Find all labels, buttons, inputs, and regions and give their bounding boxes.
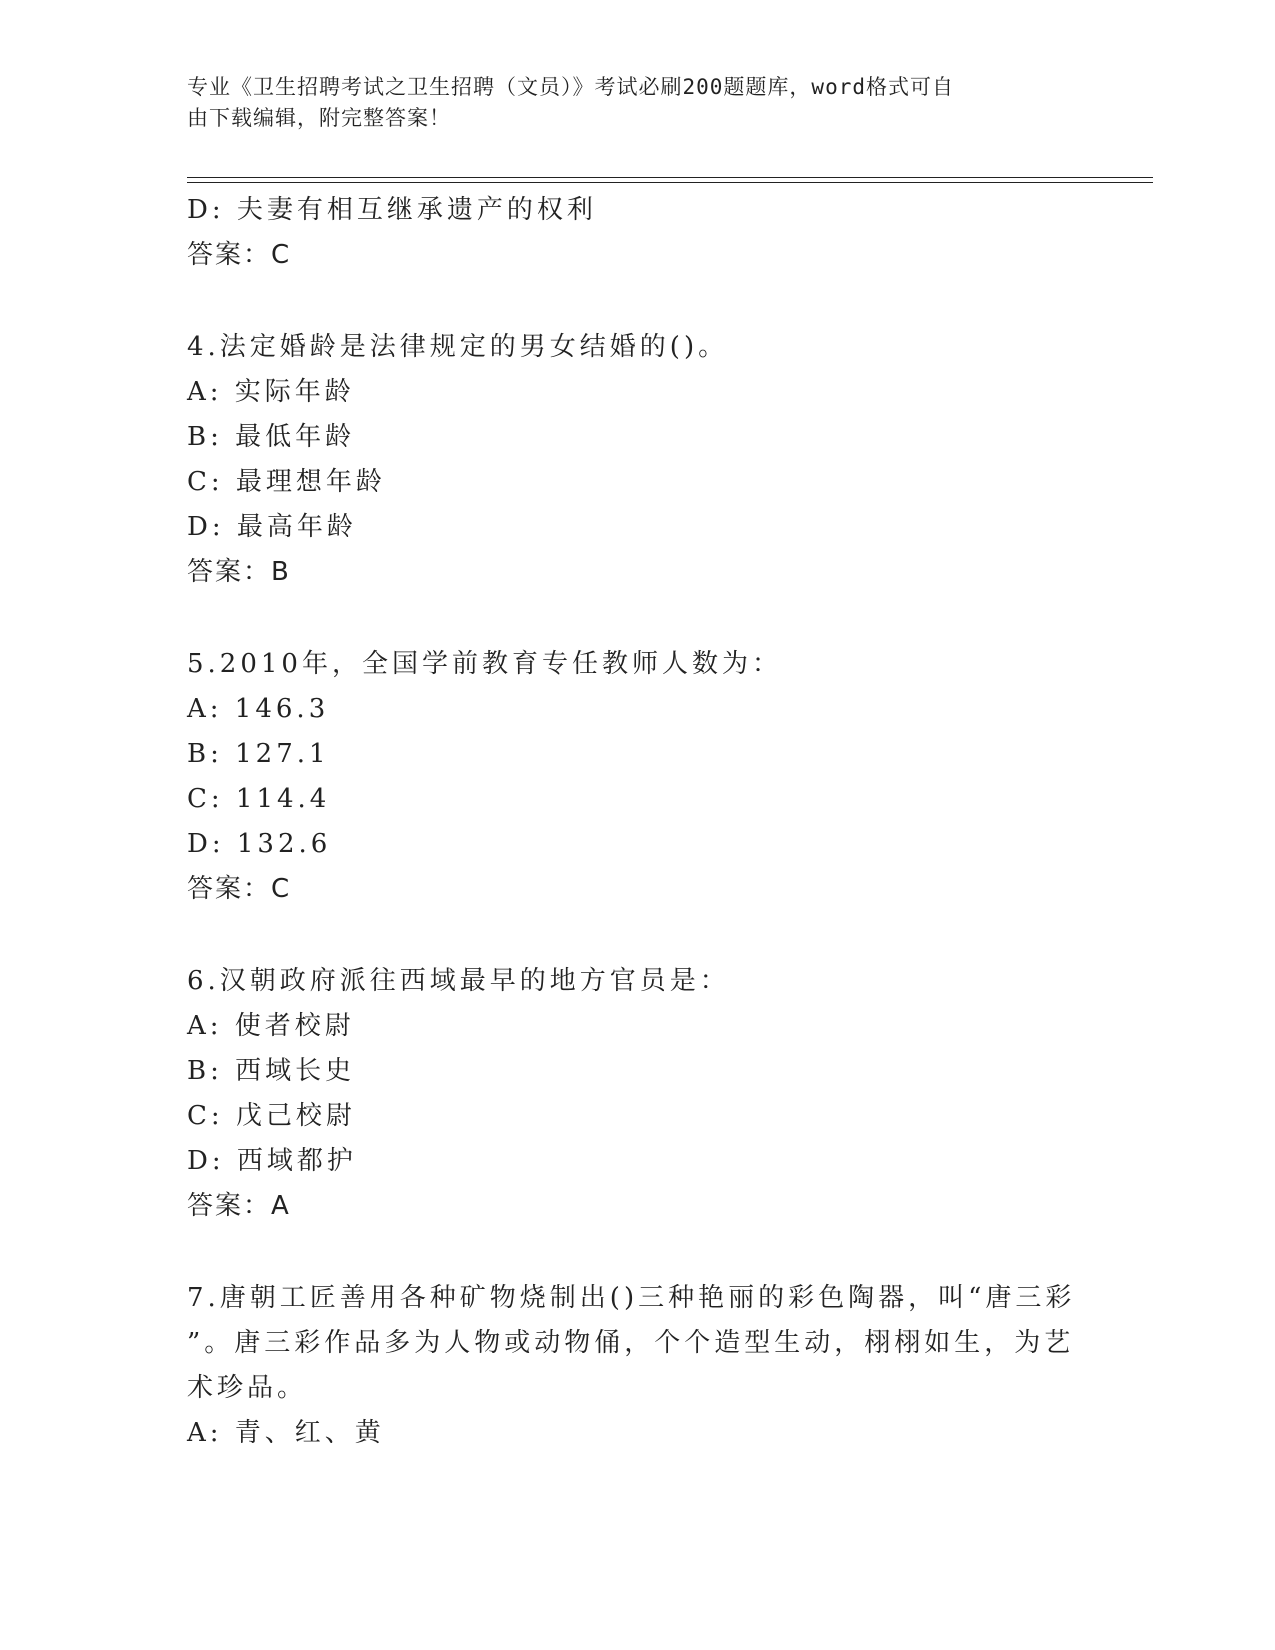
question-4 — [187, 325, 1067, 595]
question-stem: 5.2010年，全国学前教育专任教师人数为： — [187, 649, 782, 679]
question-6 — [187, 959, 1067, 1229]
option-a: A: 青、红、黄 — [187, 1418, 385, 1448]
answer: 答案：A — [187, 1191, 291, 1221]
header-line-2: 由下载编辑，附完整答案！ — [187, 106, 451, 130]
option-c: C: 最理想年龄 — [187, 467, 386, 497]
answer: 答案：C — [187, 240, 292, 270]
option-d: D: 最高年龄 — [187, 512, 357, 542]
option-a: A: 实际年龄 — [187, 377, 355, 407]
answer: 答案：B — [187, 557, 291, 587]
document-header — [187, 72, 1067, 134]
option-a: A: 使者校尉 — [187, 1011, 355, 1041]
spacer — [187, 912, 1067, 959]
question-stem-line-3: 术珍品。 — [187, 1373, 308, 1403]
header-line-1: 专业《卫生招聘考试之卫生招聘（文员）》考试必刷200题题库，word格式可自 — [187, 75, 954, 99]
header-divider-top — [187, 177, 1153, 178]
option-d: D: 西域都护 — [187, 1146, 357, 1176]
option-c: C: 戊己校尉 — [187, 1101, 356, 1131]
option-b: B: 最低年龄 — [187, 422, 356, 452]
question-3-tail — [187, 188, 1067, 278]
option-d: D: 夫妻有相互继承遗产的权利 — [187, 195, 597, 225]
option-c: C: 114.4 — [187, 784, 331, 814]
header-divider-bottom — [187, 182, 1153, 183]
question-stem-line-2: ”。唐三彩作品多为人物或动物俑，个个造型生动，栩栩如生，为艺 — [187, 1328, 1075, 1358]
answer: 答案：C — [187, 874, 292, 904]
option-d: D: 132.6 — [187, 829, 332, 859]
option-b: B: 西域长史 — [187, 1056, 356, 1086]
question-stem: 4.法定婚龄是法律规定的男女结婚的()。 — [187, 332, 729, 362]
question-stem-line-1: 7.唐朝工匠善用各种矿物烧制出()三种艳丽的彩色陶器，叫“唐三彩 — [187, 1283, 1076, 1313]
option-a: A: 146.3 — [187, 694, 330, 724]
spacer — [187, 1229, 1067, 1276]
option-b: B: 127.1 — [187, 739, 330, 769]
question-stem: 6.汉朝政府派往西域最早的地方官员是： — [187, 966, 730, 996]
spacer — [187, 595, 1067, 642]
spacer — [187, 278, 1067, 325]
question-7 — [187, 1276, 1076, 1456]
question-list — [187, 188, 1076, 1456]
question-stem — [187, 1276, 1076, 1411]
question-5 — [187, 642, 1067, 912]
